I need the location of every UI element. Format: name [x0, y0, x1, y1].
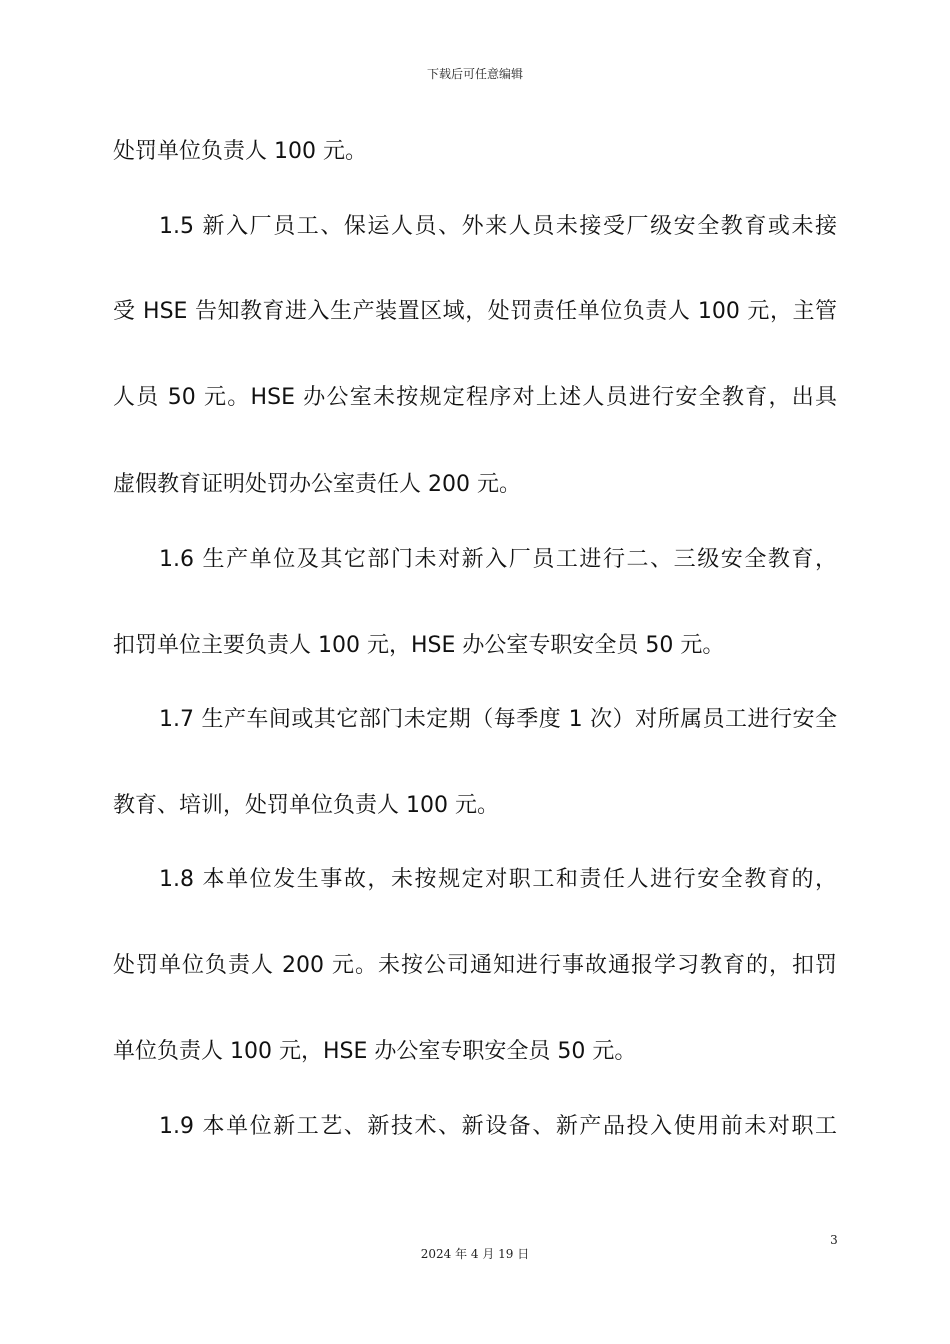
body-line: 单位负责人 100 元，HSE 办公室专职安全员 50 元。 [113, 1039, 637, 1064]
body-line: 教育、培训，处罚单位负责人 100 元。 [113, 793, 499, 818]
paragraph-1-5-line-1: 1.5 新入厂员工、保运人员、外来人员未接受厂级安全教育或未接 [159, 214, 837, 239]
paragraph-1-8-line-1: 1.8 本单位发生事故，未按规定对职工和责任人进行安全教育的， [159, 867, 837, 892]
body-line: 扣罚单位主要负责人 100 元，HSE 办公室专职安全员 50 元。 [113, 633, 725, 658]
body-line: 虚假教育证明处罚办公室责任人 200 元。 [113, 472, 521, 497]
page-header: 下载后可任意编辑 [426, 67, 523, 81]
page-number: 3 [830, 1233, 838, 1247]
paragraph-1-7-line-1: 1.7 生产车间或其它部门未定期（每季度 1 次）对所属员工进行安全 [159, 707, 837, 732]
paragraph-1-9-line-1: 1.9 本单位新工艺、新技术、新设备、新产品投入使用前未对职工 [159, 1114, 837, 1139]
paragraph-1-6-line-1: 1.6 生产单位及其它部门未对新入厂员工进行二、三级安全教育， [159, 547, 837, 572]
body-line: 处罚单位负责人 200 元。未按公司通知进行事故通报学习教育的，扣罚 [113, 953, 837, 978]
page-footer-date: 2024 年 4 月 19 日 [420, 1247, 530, 1261]
body-line: 人员 50 元。HSE 办公室未按规定程序对上述人员进行安全教育，出具 [113, 385, 837, 410]
body-line: 受 HSE 告知教育进入生产装置区域，处罚责任单位负责人 100 元，主管 [113, 299, 837, 324]
body-line: 处罚单位负责人 100 元。 [113, 139, 367, 164]
